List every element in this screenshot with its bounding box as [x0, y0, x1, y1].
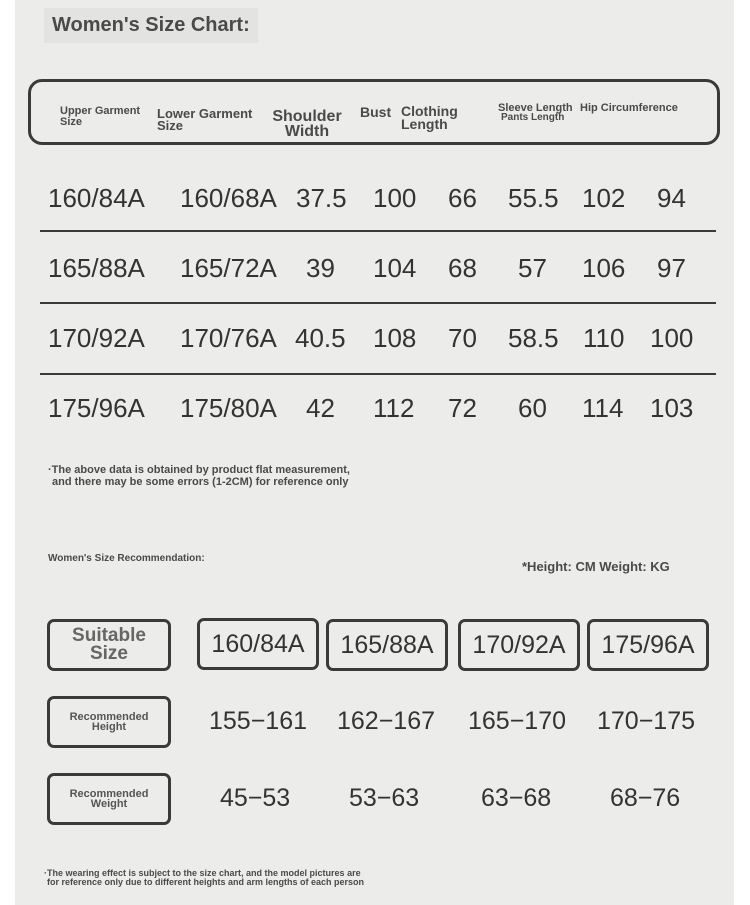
cell-lower-size: 165/72A	[180, 253, 277, 283]
measurement-note-line-1: ·The above data is obtained by product flat measurement,	[48, 464, 350, 476]
height-range: 162−167	[337, 707, 436, 735]
header-upper-garment	[60, 106, 156, 128]
size-option-165-88a: 165/88A	[326, 619, 448, 671]
recommended-weight-label-line-2: Weight	[90, 798, 128, 810]
cell-bust: 100	[373, 183, 417, 213]
header-sleeve-length: Sleeve Length	[498, 102, 573, 114]
page-title: Women's Size Chart:	[44, 8, 258, 43]
cell-bust: 104	[373, 253, 417, 283]
recommended-height-label	[47, 696, 171, 748]
cell-pants: 97	[657, 253, 686, 283]
cell-clothing-length: 70	[448, 323, 477, 353]
size-option-160-84a: 160/84A	[197, 618, 319, 670]
cell-sleeve: 60	[518, 393, 547, 423]
cell-upper-size: 170/92A	[48, 323, 145, 353]
cell-sleeve: 58.5	[508, 323, 559, 353]
header-lower-garment-label: Lower Garment Size	[157, 106, 253, 133]
suitable-size-label-line-1: Suitable	[72, 624, 146, 646]
measurement-note-line-2: and there may be some errors (1-2CM) for reference only	[52, 475, 349, 488]
weight-range: 63−68	[481, 784, 552, 812]
row-divider	[40, 302, 716, 304]
row-divider	[40, 230, 716, 232]
cell-hip: 106	[582, 253, 626, 283]
suitable-size-label	[47, 619, 171, 671]
weight-range: 45−53	[220, 784, 291, 812]
wearing-effect-note-line-1: ·The wearing effect is subject to the size chart, and the model pictures are	[44, 868, 361, 878]
header-shoulder-width-label: Shoulder Width	[272, 108, 342, 141]
cell-upper-size: 165/88A	[48, 253, 145, 283]
cell-lower-size: 160/68A	[180, 183, 277, 213]
cell-shoulder: 42	[306, 393, 335, 423]
cell-hip: 114	[582, 393, 624, 423]
wearing-effect-note	[44, 869, 364, 888]
cell-pants: 103	[650, 393, 694, 423]
height-range: 170−175	[597, 707, 696, 735]
units-note: *Height: CM Weight: KG	[522, 559, 670, 574]
header-shoulder-width	[266, 109, 348, 139]
recommendation-title: Women's Size Recommendation:	[48, 553, 205, 564]
weight-range: 53−63	[349, 784, 420, 812]
recommended-height-label-line-2: Height	[91, 721, 127, 733]
cell-upper-size: 175/96A	[48, 393, 145, 423]
cell-clothing-length: 68	[448, 253, 477, 283]
size-option-170-92a: 170/92A	[458, 619, 580, 671]
cell-sleeve: 57	[518, 253, 547, 283]
recommended-weight-label	[47, 773, 171, 825]
header-hip-circumference: Hip Circumference	[580, 102, 678, 114]
wearing-effect-note-line-2: for reference only due to different heights and arm lengths of each person	[47, 877, 365, 888]
height-range: 165−170	[468, 707, 567, 735]
cell-upper-size: 160/84A	[48, 183, 145, 213]
header-bust: Bust	[360, 104, 392, 120]
header-upper-garment-label: Upper Garment Size	[60, 105, 141, 128]
cell-bust: 112	[373, 393, 415, 423]
cell-lower-size: 170/76A	[180, 323, 277, 353]
cell-clothing-length: 66	[448, 183, 477, 213]
cell-pants: 100	[650, 323, 694, 353]
size-option-175-96a: 175/96A	[587, 619, 709, 671]
cell-shoulder: 37.5	[296, 183, 347, 213]
recommended-height-label-line-1: Recommended	[69, 710, 149, 723]
cell-hip: 102	[582, 183, 626, 213]
cell-bust: 108	[373, 323, 417, 353]
weight-range: 68−76	[610, 784, 681, 812]
cell-hip: 110	[583, 323, 625, 353]
cell-shoulder: 40.5	[295, 323, 346, 353]
cell-shoulder: 39	[306, 253, 335, 283]
cell-pants: 94	[657, 183, 686, 213]
header-lower-garment	[157, 108, 275, 131]
header-pants-length: Pants Length	[501, 112, 565, 123]
height-range: 155−161	[209, 707, 308, 735]
cell-lower-size: 175/80A	[180, 393, 277, 423]
recommended-weight-label-line-1: Recommended	[69, 787, 149, 800]
measurement-note	[48, 465, 350, 488]
row-divider	[40, 373, 716, 375]
suitable-size-label-line-2: Size	[89, 643, 129, 664]
cell-clothing-length: 72	[448, 393, 477, 423]
header-clothing-length: Clothing Length	[401, 103, 458, 133]
cell-sleeve: 55.5	[508, 183, 559, 213]
